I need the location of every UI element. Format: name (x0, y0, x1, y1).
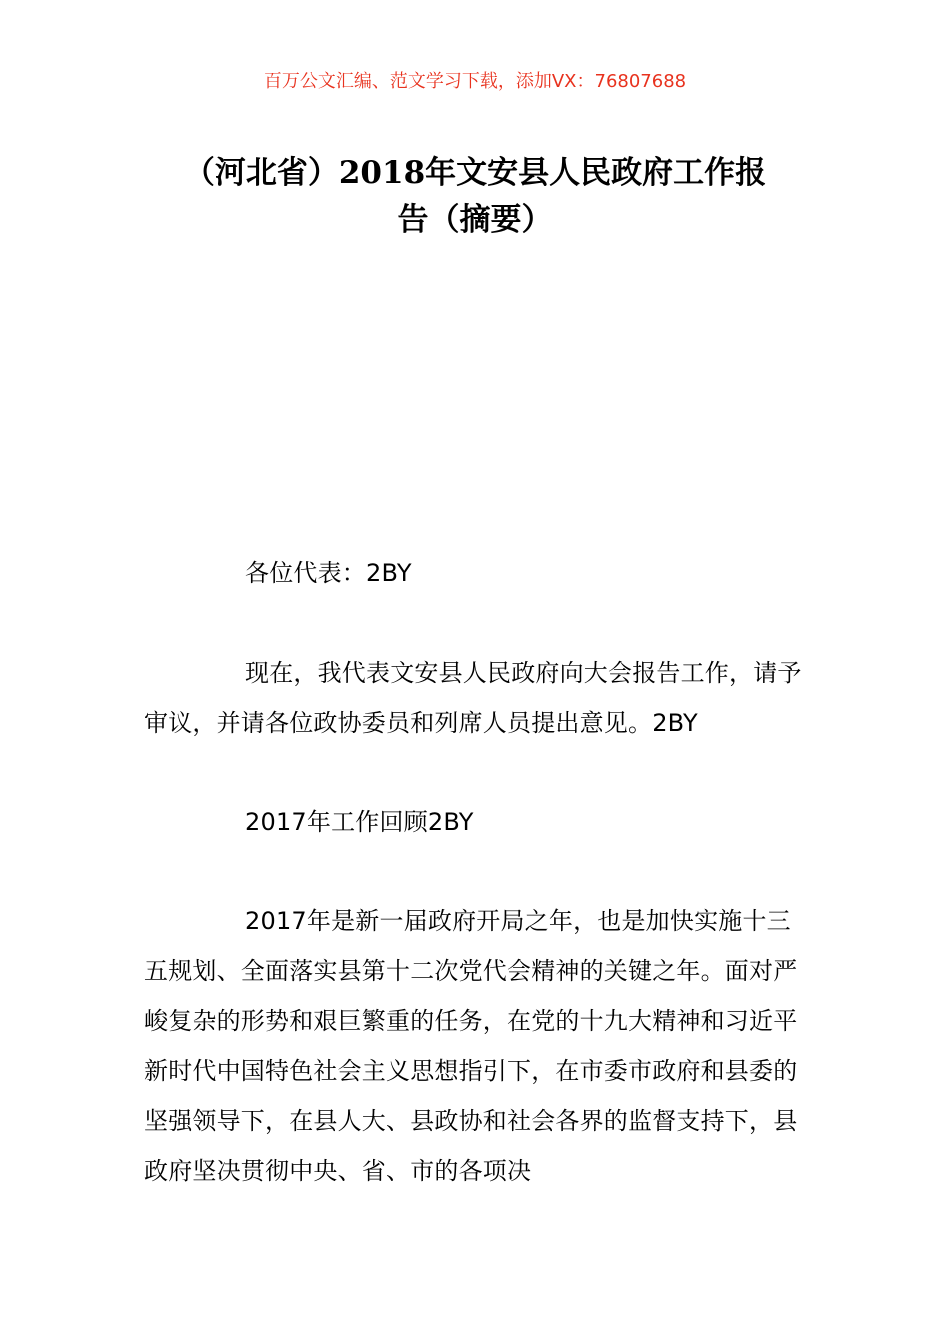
review-paragraph: 2017年是新一届政府开局之年，也是加快实施十三五规划、全面落实县第十二次党代会精神的关键之年。面对严峻复杂的形势和艰巨繁重的任务，在党的十九大精神和习近平新时代中国特色社会主义思想指引下，在市委市政府和县委的坚强领导下，在县人大、县政协和社会各界的监督支持下，县政府坚决贯彻中央、省、市的各项决 (144, 907, 798, 1185)
document-title-line-1: （河北省）2018年文安县人民政府工作报 (183, 155, 767, 191)
header-note: 百万公文汇编、范文学习下载，添加VX：76807688 (263, 71, 687, 92)
intro-paragraph: 现在，我代表文安县人民政府向大会报告工作，请予审议，并请各位政协委员和列席人员提出意见。2BY (144, 659, 802, 737)
document-title-line-2: 告（摘要） (397, 202, 553, 238)
section-heading-2017-review: 2017年工作回顾2BY (245, 808, 474, 836)
document-title (140, 150, 810, 244)
salutation-paragraph: 各位代表：2BY (245, 559, 412, 587)
